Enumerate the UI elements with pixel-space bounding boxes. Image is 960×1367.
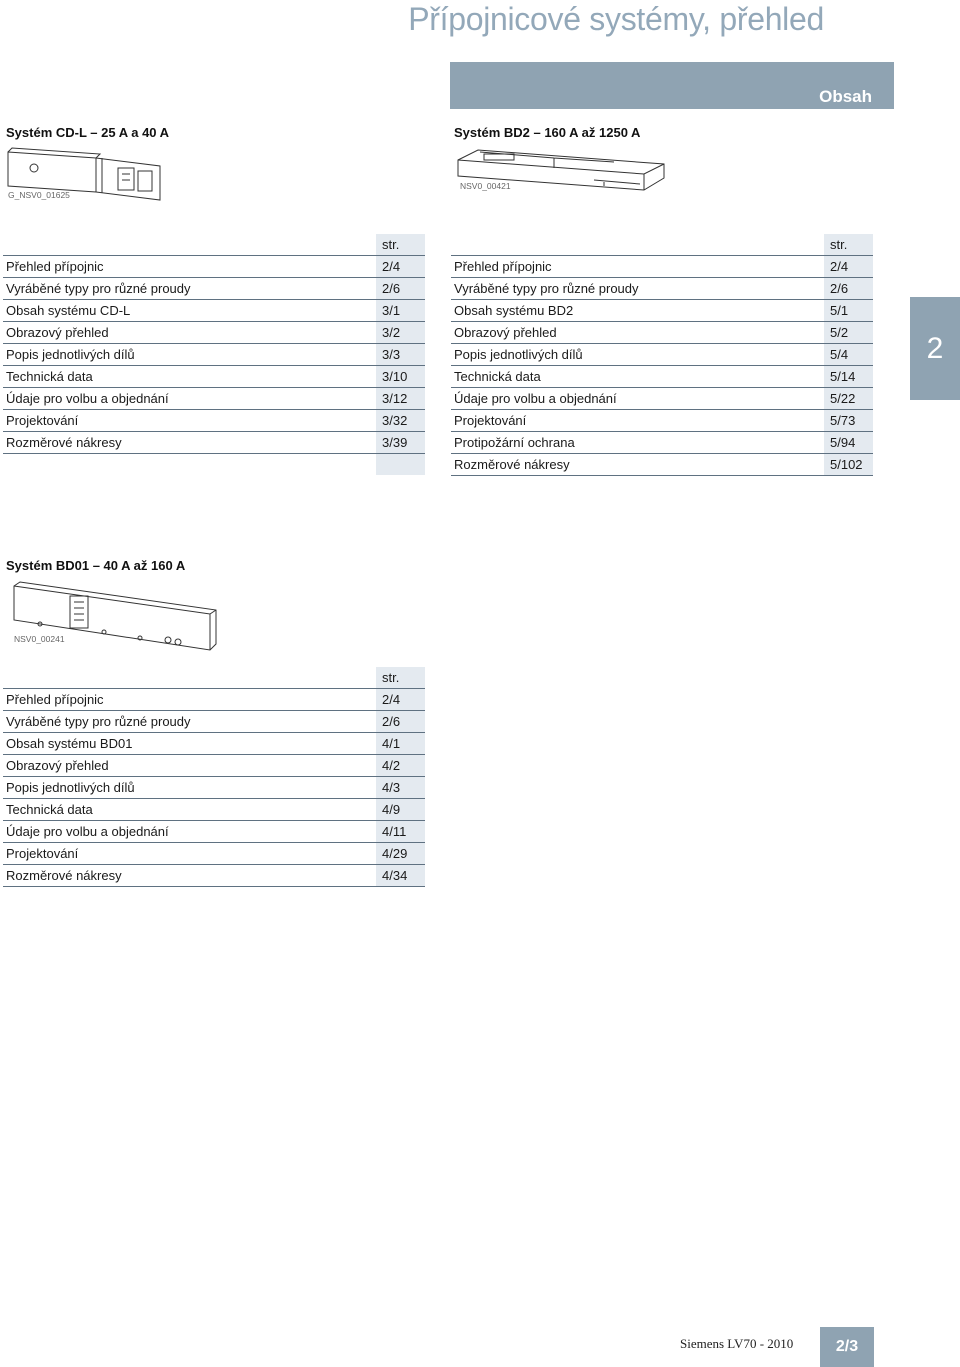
toc-entry-page: 5/73 <box>824 410 873 432</box>
toc-entry-page: 4/11 <box>376 821 425 843</box>
toc-entry-page: 4/29 <box>376 843 425 865</box>
page-column-header: str. <box>376 667 425 689</box>
toc-entry-label: Obsah systému CD-L <box>3 300 376 322</box>
section-heading-cdl: Systém CD-L – 25 A a 40 A <box>6 125 170 140</box>
toc-entry-label: Rozměrové nákresy <box>451 454 824 476</box>
toc-entry-page: 3/2 <box>376 322 425 344</box>
toc-entry-page: 3/39 <box>376 432 425 454</box>
toc-row <box>3 344 425 366</box>
toc-row <box>451 454 873 476</box>
banner-label: Obsah <box>819 87 872 106</box>
toc-row <box>3 733 425 755</box>
toc-row <box>451 388 873 410</box>
footer-page-number: 2/3 <box>820 1327 874 1367</box>
toc-entry-label: Vyráběné typy pro různé proudy <box>451 278 824 300</box>
toc-entry-label: Vyráběné typy pro různé proudy <box>3 278 376 300</box>
toc-entry-label: Přehled přípojnic <box>451 256 824 278</box>
toc-entry-page: 2/4 <box>376 256 425 278</box>
toc-row <box>3 278 425 300</box>
toc-row <box>451 322 873 344</box>
toc-entry-label: Technická data <box>451 366 824 388</box>
toc-entry-page: 2/4 <box>376 689 425 711</box>
toc-entry-page: 4/3 <box>376 777 425 799</box>
toc-entry-page: 5/14 <box>824 366 873 388</box>
toc-entry-page: 3/12 <box>376 388 425 410</box>
toc-entry-label: Projektování <box>3 843 376 865</box>
toc-entry-label: Vyráběné typy pro různé proudy <box>3 711 376 733</box>
toc-entry-label: Obrazový přehled <box>3 322 376 344</box>
toc-row <box>451 432 873 454</box>
toc-entry-page: 3/10 <box>376 366 425 388</box>
toc-row <box>451 344 873 366</box>
toc-row <box>3 689 425 711</box>
toc-row <box>3 410 425 432</box>
toc-entry-page: 2/6 <box>824 278 873 300</box>
toc-row <box>451 300 873 322</box>
toc-entry-page: 4/2 <box>376 755 425 777</box>
toc-entry-page: 4/1 <box>376 733 425 755</box>
figure-code-bd2: NSV0_00421 <box>460 181 511 191</box>
section-heading-bd2: Systém BD2 – 160 A až 1250 A <box>454 125 641 140</box>
toc-entry-page: 3/32 <box>376 410 425 432</box>
toc-row <box>3 300 425 322</box>
toc-row <box>3 821 425 843</box>
toc-entry-label: Obrazový přehled <box>3 755 376 777</box>
toc-row <box>3 865 425 887</box>
toc-entry-label: Rozměrové nákresy <box>3 865 376 887</box>
toc-row <box>3 256 425 278</box>
chapter-tab: 2 <box>910 297 960 400</box>
toc-row <box>3 755 425 777</box>
toc-row <box>3 322 425 344</box>
toc-entry-page: 5/1 <box>824 300 873 322</box>
toc-row <box>3 843 425 865</box>
toc-row <box>3 777 425 799</box>
figure-code-bd01: NSV0_00241 <box>14 634 65 644</box>
section-banner <box>450 62 894 109</box>
toc-row <box>451 278 873 300</box>
toc-entry-label: Popis jednotlivých dílů <box>3 344 376 366</box>
toc-entry-label: Projektování <box>3 410 376 432</box>
toc-table-cdl <box>3 234 425 475</box>
toc-row <box>3 388 425 410</box>
toc-table-bd2 <box>451 234 873 476</box>
toc-entry-page: 2/6 <box>376 711 425 733</box>
page-column-header: str. <box>376 234 425 256</box>
toc-entry-label: Technická data <box>3 799 376 821</box>
toc-entry-page: 5/22 <box>824 388 873 410</box>
toc-row <box>451 256 873 278</box>
figure-code-cdl: G_NSV0_01625 <box>8 190 70 200</box>
toc-row <box>3 366 425 388</box>
toc-entry-page: 2/6 <box>376 278 425 300</box>
toc-table-bd01 <box>3 667 425 887</box>
toc-entry-label: Přehled přípojnic <box>3 256 376 278</box>
toc-row <box>3 799 425 821</box>
toc-entry-page: 4/9 <box>376 799 425 821</box>
page-title: Přípojnicové systémy, přehled <box>408 1 824 37</box>
footer-catalog: Siemens LV70 - 2010 <box>680 1336 794 1351</box>
toc-entry-page: 3/1 <box>376 300 425 322</box>
toc-entry-label: Popis jednotlivých dílů <box>451 344 824 366</box>
toc-entry-label: Obrazový přehled <box>451 322 824 344</box>
toc-entry-label: Rozměrové nákresy <box>3 432 376 454</box>
toc-entry-page: 5/102 <box>824 454 873 476</box>
toc-entry-page: 5/94 <box>824 432 873 454</box>
toc-entry-label: Projektování <box>451 410 824 432</box>
toc-entry-label: Údaje pro volbu a objednání <box>3 388 376 410</box>
toc-entry-label: Údaje pro volbu a objednání <box>451 388 824 410</box>
toc-entry-page: 3/3 <box>376 344 425 366</box>
toc-entry-page: 4/34 <box>376 865 425 887</box>
toc-entry-label: Přehled přípojnic <box>3 689 376 711</box>
toc-entry-label: Protipožární ochrana <box>451 432 824 454</box>
toc-entry-label: Obsah systému BD01 <box>3 733 376 755</box>
toc-entry-label: Technická data <box>3 366 376 388</box>
toc-row <box>451 410 873 432</box>
toc-entry-label: Obsah systému BD2 <box>451 300 824 322</box>
page-column-header: str. <box>824 234 873 256</box>
toc-entry-page: 5/4 <box>824 344 873 366</box>
toc-entry-label: Údaje pro volbu a objednání <box>3 821 376 843</box>
toc-entry-label: Popis jednotlivých dílů <box>3 777 376 799</box>
section-heading-bd01: Systém BD01 – 40 A až 160 A <box>6 558 186 573</box>
toc-row <box>451 366 873 388</box>
toc-entry-page: 5/2 <box>824 322 873 344</box>
toc-row <box>3 432 425 454</box>
toc-entry-page: 2/4 <box>824 256 873 278</box>
toc-row <box>3 711 425 733</box>
